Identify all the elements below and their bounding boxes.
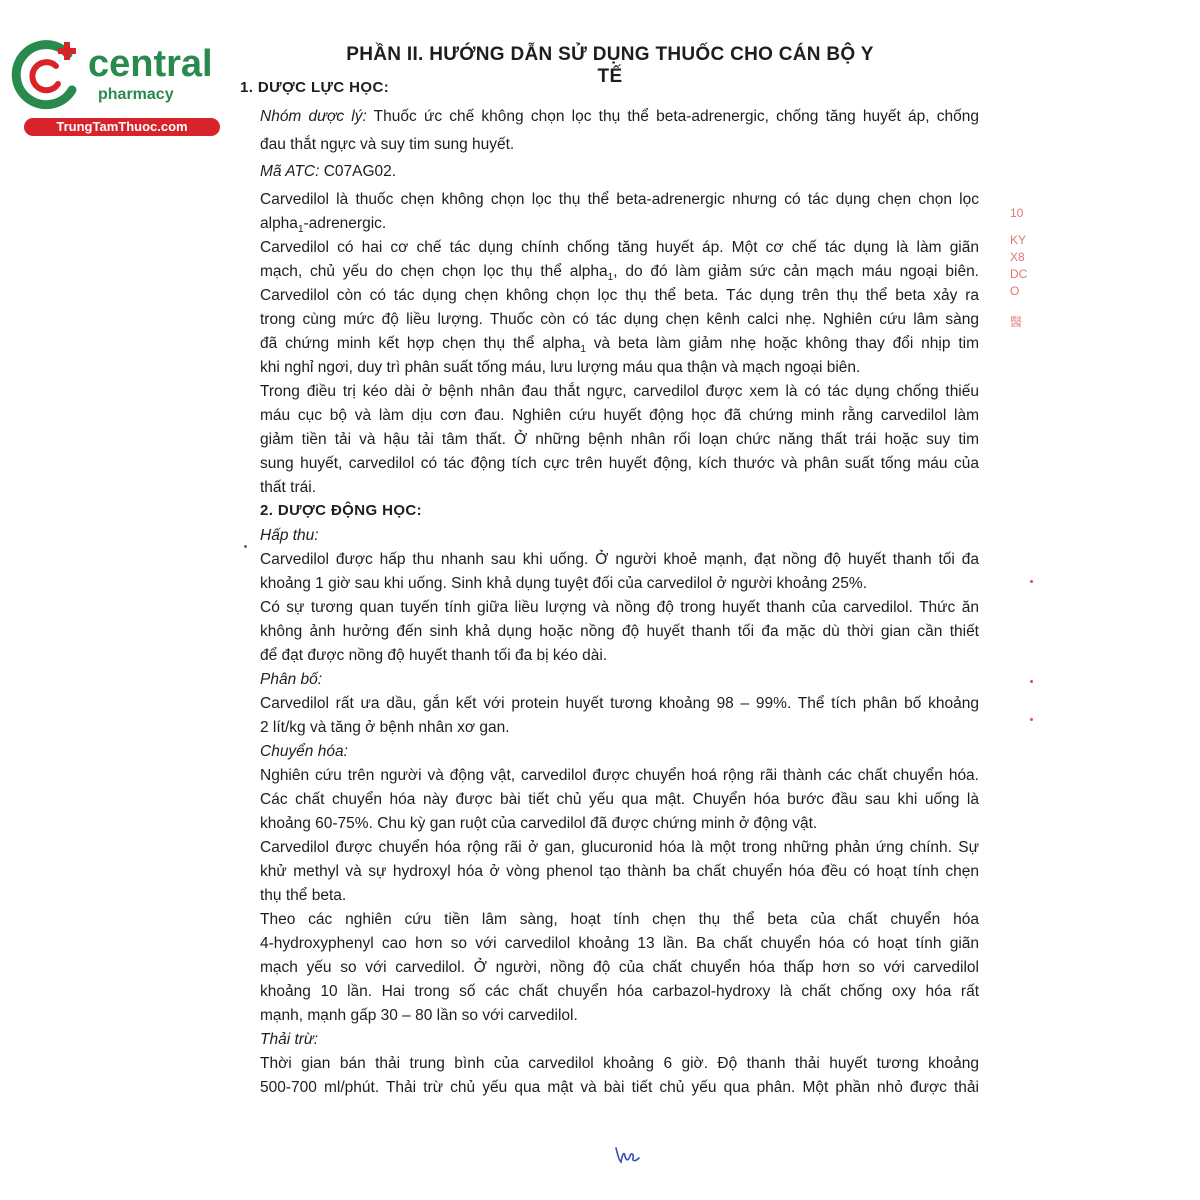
text-line: 500-700 ml/phút. Thải trừ chủ yếu qua mật và bài tiết chủ yếu qua phân. Một phần nhỏ được thải xyxy=(260,1079,979,1096)
subheading-metabolism: Chuyển hóa: xyxy=(260,743,348,760)
text-line: 4-hydroxyphenyl cao hơn so với carvedilol khoảng 13 lần. Ba chất chuyển hóa có hoạt tính giãn xyxy=(260,935,979,952)
subheading-distribution: Phân bố: xyxy=(260,671,323,688)
section-heading-pharmacodynamics: 1. DƯỢC LỰC HỌC: xyxy=(240,79,390,96)
text-line: khoảng 60-75%. Chu kỳ gan ruột của carvedilol đã được chứng minh ở động vật. xyxy=(260,815,818,832)
text-line: thụ thể beta. xyxy=(260,887,347,904)
text-line: không ảnh hưởng đến sinh khả dụng hoặc nồng độ huyết thanh tối đa mặc dù thời gian cần thiết xyxy=(260,623,979,640)
text-line: máu cục bộ và làm dịu cơn đau. Nghiên cứu huyết động học đã chứng minh rằng carvedilol làm xyxy=(260,407,979,424)
text-line: Các chất chuyển hóa này được bài tiết chủ yếu qua mật. Chuyển hóa bước đầu sau khi uống là xyxy=(260,791,979,808)
subheading-absorption: Hấp thu: xyxy=(260,527,319,544)
text-line: Carvedilol là thuốc chẹn không chọn lọc thụ thể beta-adrenergic nhưng có tác dụng chẹn chọn lọc xyxy=(260,191,979,208)
text-line: Carvedilol có hai cơ chế tác dụng chính chống tăng huyết áp. Một cơ chế tác dụng là làm giãn xyxy=(260,239,979,256)
text-line: đã chứng minh kết hợp chẹn thụ thể alpha$_1$ và beta làm giảm nhẹ hoặc không thay đổi nhịp tim xyxy=(260,335,979,356)
text-line: để đạt được nồng độ huyết thanh tối đa bị kéo dài. xyxy=(260,647,608,664)
text-line: mạch, chủ yếu do chẹn chọn lọc thụ thể alpha$_1$, do đó làm giảm sức cản mạch máu ngoại biên. xyxy=(260,263,979,284)
text-line: Mã ATC: C07AG02. xyxy=(260,163,397,180)
text-line: Carvedilol còn có tác dụng chẹn không chọn lọc thụ thể beta. Tác dụng trên thụ thể beta xảy ra xyxy=(260,287,979,304)
logo-c-icon xyxy=(10,38,86,114)
signature-initials-icon xyxy=(612,1142,642,1166)
text-line: mạnh, mạnh gấp 30 – 80 lần so với carvedilol. xyxy=(260,1007,578,1024)
text-line: Trong điều trị kéo dài ở bệnh nhân đau thắt ngực, carvedilol được xem là có tác dụng chống thiếu xyxy=(260,383,979,400)
section-heading-pharmacokinetics: 2. DƯỢC ĐỘNG HỌC: xyxy=(260,502,423,519)
brand-subtitle: pharmacy xyxy=(98,86,174,103)
text-line: Nhóm dược lý: Thuốc ức chế không chọn lọc thụ thể beta-adrenergic, chống tăng huyết áp, chống xyxy=(260,108,979,125)
text-line: Theo các nghiên cứu tiền lâm sàng, hoạt tính chẹn thụ thể beta của chất chuyển hóa xyxy=(260,911,979,928)
text-line: mạch yếu so với carvedilol. Ở người, nồng độ của chất chuyển hóa thấp hơn so với carvedilol xyxy=(260,959,979,976)
text-line: đau thắt ngực và suy tim sung huyết. xyxy=(260,136,515,153)
brand-name: central xyxy=(88,43,213,85)
text-line: Thời gian bán thải trung bình của carvedilol khoảng 6 giờ. Độ thanh thải huyết tương khoảng xyxy=(260,1055,979,1072)
text-line: sung huyết, carvedilol có tác động tích cực trên huyết động, kích thước và phân suất tống máu của xyxy=(260,455,979,472)
text-line: khử methyl và sự hydroxyl hóa ở vòng phenol tạo thành ba chất chuyển hóa đều có hoạt tính chẹn xyxy=(260,863,979,880)
red-mark xyxy=(1030,718,1033,721)
text-line: khi nghỉ ngơi, duy trì phân suất tống máu, lưu lượng máu qua thận và mạch ngoại biên. xyxy=(260,359,861,376)
text-line: thất trái. xyxy=(260,479,316,496)
text-line: khoảng 10 lần. Hai trong số các chất chuyển hóa carbazol-hydroxy là chất chống oxy hóa rất xyxy=(260,983,979,1000)
red-mark xyxy=(1030,580,1033,583)
text-line: Carvedilol được hấp thu nhanh sau khi uống. Ở người khoẻ mạnh, đạt nồng độ huyết thanh tối đa xyxy=(260,551,979,568)
text-line: Carvedilol rất ưa dầu, gắn kết với protein huyết tương khoảng 98 – 99%. Thể tích phân bố khoảng xyxy=(260,695,979,712)
text-line: 2 lít/kg và tăng ở bệnh nhân xơ gan. xyxy=(260,719,510,736)
speck-mark xyxy=(244,545,247,548)
margin-stamp: 10 KY X8 DC O 醫 xyxy=(1010,206,1028,329)
site-badge[interactable]: TrungTamThuoc.com xyxy=(24,118,220,136)
text-line: Có sự tương quan tuyến tính giữa liều lượng và nồng độ trong huyết thanh của carvedilol. Thức ăn xyxy=(260,599,979,616)
text-line: Carvedilol được chuyển hóa rộng rãi ở gan, glucuronid hóa là một trong những phản ứng chính. Sự xyxy=(260,839,979,856)
text-line: giảm tiền tải và hậu tải tâm thất. Ở những bệnh nhân rối loạn chức năng thất trái hoặc suy tim xyxy=(260,431,979,448)
text-line: khoảng 1 giờ sau khi uống. Sinh khả dụng tuyệt đối của carvedilol ở người khoảng 25%. xyxy=(260,575,868,592)
text-line: trong cùng mức độ liều lượng. Thuốc còn có tác dụng chẹn kênh calci nhẹ. Nghiên cứu lâm sàng xyxy=(260,311,979,328)
subheading-elimination: Thải trừ: xyxy=(260,1031,319,1048)
field-label: Nhóm dược lý: xyxy=(260,108,367,125)
red-mark xyxy=(1030,680,1033,683)
field-label: Mã ATC: xyxy=(260,163,320,180)
central-pharmacy-logo[interactable] xyxy=(10,38,215,138)
page-title: PHẦN II. HƯỚNG DẪN SỬ DỤNG THUỐC CHO CÁN BỘ Y TẾ xyxy=(346,44,874,87)
text-line: Nghiên cứu trên người và động vật, carvedilol được chuyển hoá rộng rãi thành các chất chuyển hóa. xyxy=(260,767,979,784)
text-line: alpha$_1$-adrenergic. xyxy=(260,215,387,236)
